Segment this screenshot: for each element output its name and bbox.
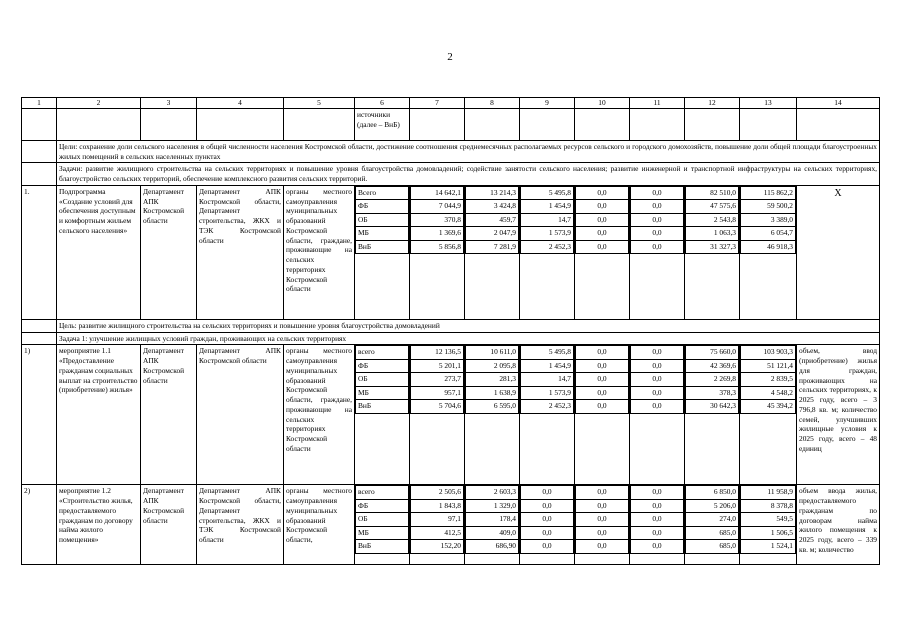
header-cell: 4 xyxy=(197,98,284,109)
amount: 6 595,0 xyxy=(466,400,519,414)
amount: 0,0 xyxy=(631,200,684,214)
amount: 0,0 xyxy=(631,227,684,241)
amount: 115 862,2 xyxy=(741,186,796,200)
amount: 0,0 xyxy=(521,499,574,513)
amount: 0,0 xyxy=(631,213,684,227)
amount: 14 642,1 xyxy=(411,186,464,200)
amount: 178,4 xyxy=(466,513,519,527)
header-cell: 14 xyxy=(797,98,880,109)
source-label: ВнБ xyxy=(356,540,409,554)
amount: 0,0 xyxy=(521,526,574,540)
amount: 7 044,9 xyxy=(411,200,464,214)
amount: 0,0 xyxy=(576,386,629,400)
sources-note: источники (далее – ВнБ) xyxy=(355,108,410,140)
amount: 549,5 xyxy=(741,513,796,527)
header-cell: 9 xyxy=(520,98,575,109)
tasks-text: Задачи: развитие жилищного строительства на сельских территориях и повышение уровня благоустройства домовладений; содействие занятости сельского населения; развитие инженерной и транспортной инфраструктуры на сельских территориях, благоустройство сельских территорий, обеспечение комплексного развития сельских территорий. xyxy=(57,163,880,186)
amount: 11 958,9 xyxy=(741,486,796,500)
amount: 1 063,3 xyxy=(686,227,739,241)
amount: 685,0 xyxy=(686,526,739,540)
co-executors: Департамент АПК Костромской области, Департамент строительства, ЖКХ и ТЭК Костромской области xyxy=(197,185,284,319)
goal-text: Цель: развитие жилищного строительства на сельских территориях и повышение уровня благоустройства домовладений xyxy=(57,319,880,332)
source-label: МБ xyxy=(356,227,409,241)
amount: 0,0 xyxy=(521,486,574,500)
amount: 1 329,0 xyxy=(466,499,519,513)
task-text: Задача 1: улучшение жилищных условий граждан, проживающих на сельских территориях xyxy=(57,332,880,345)
amount: 2 505,6 xyxy=(411,486,464,500)
amount: 12 136,5 xyxy=(411,346,464,360)
amount: 82 510,0 xyxy=(686,186,739,200)
responsible-executor: Департамент АПК Костромской области xyxy=(141,185,197,319)
amount: 1 454,9 xyxy=(521,359,574,373)
header-cell: 7 xyxy=(410,98,465,109)
amount: 412,5 xyxy=(411,526,464,540)
amount-col-7 xyxy=(410,485,465,565)
header-cell: 1 xyxy=(22,98,57,109)
amount-col-8 xyxy=(465,485,520,565)
indicator-text: объем, ввод (приобретение) жилья для граждан, проживающих на сельских территориях, к 2025 году, всего – 3 796,8 кв. м; количество семей, улучшивших жилищные условия к 2025 году, всего – 48 единиц xyxy=(797,345,880,485)
indicator-text: объем ввода жилья, предоставляемого гражданам по договорам найма жилого помещения к 2025 году, всего – 339 кв. м; количество xyxy=(797,485,880,565)
sources-cell xyxy=(355,345,410,485)
amount: 5 495,8 xyxy=(521,346,574,360)
amount: 0,0 xyxy=(631,499,684,513)
amount-col-13 xyxy=(740,185,797,319)
amount-col-10 xyxy=(575,345,630,485)
amount: 273,7 xyxy=(411,373,464,387)
header-cell: 8 xyxy=(465,98,520,109)
amount: 0,0 xyxy=(576,486,629,500)
goal-row xyxy=(22,319,880,332)
participants: органы местного самоуправления муниципальных образований Костромской области, граждане, проживающие на сельских территориях Костромской области xyxy=(284,345,355,485)
source-label: ФБ xyxy=(356,200,409,214)
amount: 5 704,6 xyxy=(411,400,464,414)
amount: 1 369,6 xyxy=(411,227,464,241)
amount-col-12 xyxy=(685,345,740,485)
amount: 0,0 xyxy=(576,346,629,360)
amount: 3 424,8 xyxy=(466,200,519,214)
amount: 5 856,8 xyxy=(411,240,464,254)
amount-col-11 xyxy=(630,485,685,565)
continuation-row xyxy=(22,108,880,140)
amount: 378,3 xyxy=(686,386,739,400)
amount: 0,0 xyxy=(631,386,684,400)
amount: 152,20 xyxy=(411,540,464,554)
amount: 0,0 xyxy=(576,400,629,414)
goals-text: Цели: сохранение доли сельского населения в общей численности населения Костромской области, достижение соотношения среднемесячных располагаемых ресурсов сельского и городского домохозяйств, повышение доли общей площади благоустроенных жилых помещений в сельских населенных пунктах xyxy=(57,140,880,163)
subprogram-row xyxy=(22,185,880,319)
measure-row xyxy=(22,485,880,565)
amount: 0,0 xyxy=(631,373,684,387)
amount: 2 452,3 xyxy=(521,400,574,414)
amount-col-13 xyxy=(740,345,797,485)
measure-row xyxy=(22,345,880,485)
amount: 0,0 xyxy=(521,540,574,554)
amount: 0,0 xyxy=(631,359,684,373)
source-label: МБ xyxy=(356,386,409,400)
amount: 1 843,8 xyxy=(411,499,464,513)
amount: 42 369,6 xyxy=(686,359,739,373)
amount: 274,0 xyxy=(686,513,739,527)
header-cell: 12 xyxy=(685,98,740,109)
amount: 1 524,1 xyxy=(741,540,796,554)
subprogram-name: Подпрограмма «Создание условий для обеспечения доступным и комфортным жильем сельского населения» xyxy=(57,185,141,319)
program-table xyxy=(21,97,880,565)
measure-name: мероприятие 1.2 «Строительство жилья, предоставляемого гражданам по договору найма жилого помещения» xyxy=(57,485,141,565)
amount: 1 573,9 xyxy=(521,227,574,241)
amount: 1 638,9 xyxy=(466,386,519,400)
amount: 2 047,9 xyxy=(466,227,519,241)
amount: 957,1 xyxy=(411,386,464,400)
measure-name: мероприятие 1.1 «Предоставление гражданам социальных выплат на строительство (приобретение) жилья» xyxy=(57,345,141,485)
responsible-executor: Департамент АПК Костромской области xyxy=(141,485,197,565)
amount: 10 611,0 xyxy=(466,346,519,360)
participants: органы местного самоуправления муниципальных образований Костромской области, граждане, проживающие на сельских территориях Костромской области xyxy=(284,185,355,319)
amount: 0,0 xyxy=(576,513,629,527)
amount: 1 454,9 xyxy=(521,200,574,214)
amount: 0,0 xyxy=(631,486,684,500)
amount: 13 214,3 xyxy=(466,186,519,200)
amount: 47 575,6 xyxy=(686,200,739,214)
row-number: 1. xyxy=(22,185,57,319)
source-label: всего xyxy=(356,486,409,500)
amount: 0,0 xyxy=(631,240,684,254)
source-label: всего xyxy=(356,346,409,360)
co-executors: Департамент АПК Костромской области, Департамент строительства, ЖКХ и ТЭК Костромской области xyxy=(197,485,284,565)
amount: 46 918,3 xyxy=(741,240,796,254)
amount: 281,3 xyxy=(466,373,519,387)
amount: 685,0 xyxy=(686,540,739,554)
row-number: 1) xyxy=(22,345,57,485)
amount: 1 573,9 xyxy=(521,386,574,400)
goals-row xyxy=(22,140,880,163)
amount: 0,0 xyxy=(576,240,629,254)
source-label: ВнБ xyxy=(356,240,409,254)
amount: 0,0 xyxy=(631,513,684,527)
participants: органы местного самоуправления муниципальных образований Костромской области, xyxy=(284,485,355,565)
source-label: ФБ xyxy=(356,499,409,513)
source-label: ВнБ xyxy=(356,400,409,414)
amount: 14,7 xyxy=(521,373,574,387)
amount: 370,8 xyxy=(411,213,464,227)
indicator-mark: Х xyxy=(797,185,880,319)
page-number: 2 xyxy=(447,51,453,63)
amount-col-12 xyxy=(685,185,740,319)
tasks-row xyxy=(22,163,880,186)
amount: 97,1 xyxy=(411,513,464,527)
amount: 4 548,2 xyxy=(741,386,796,400)
amount: 59 500,2 xyxy=(741,200,796,214)
amount: 0,0 xyxy=(631,186,684,200)
amount: 0,0 xyxy=(576,540,629,554)
header-cell: 13 xyxy=(740,98,797,109)
amount-col-12 xyxy=(685,485,740,565)
amount: 5 201,1 xyxy=(411,359,464,373)
amount: 8 378,8 xyxy=(741,499,796,513)
amount: 0,0 xyxy=(576,526,629,540)
amount: 2 095,8 xyxy=(466,359,519,373)
amount: 2 269,8 xyxy=(686,373,739,387)
source-label: Всего xyxy=(356,186,409,200)
header-cell: 10 xyxy=(575,98,630,109)
amount: 14,7 xyxy=(521,213,574,227)
header-cell: 11 xyxy=(630,98,685,109)
sources-cell xyxy=(355,185,410,319)
amount-col-8 xyxy=(465,345,520,485)
amount: 1 506,5 xyxy=(741,526,796,540)
amount: 0,0 xyxy=(576,373,629,387)
amount: 6 054,7 xyxy=(741,227,796,241)
amount: 459,7 xyxy=(466,213,519,227)
amount: 2 839,5 xyxy=(741,373,796,387)
header-cell: 5 xyxy=(284,98,355,109)
amount-col-11 xyxy=(630,345,685,485)
amount: 7 281,9 xyxy=(466,240,519,254)
source-label: ОБ xyxy=(356,373,409,387)
source-label: ФБ xyxy=(356,359,409,373)
co-executors: Департамент АПК Костромской области xyxy=(197,345,284,485)
amount-col-9 xyxy=(520,345,575,485)
responsible-executor: Департамент АПК Костромской области xyxy=(141,345,197,485)
amount: 0,0 xyxy=(576,186,629,200)
amount: 5 206,0 xyxy=(686,499,739,513)
amount: 2 603,3 xyxy=(466,486,519,500)
amount: 0,0 xyxy=(631,346,684,360)
task-row xyxy=(22,332,880,345)
amount: 409,0 xyxy=(466,526,519,540)
amount: 45 394,2 xyxy=(741,400,796,414)
header-cell: 3 xyxy=(141,98,197,109)
amount: 0,0 xyxy=(631,400,684,414)
amount: 30 642,3 xyxy=(686,400,739,414)
amount: 686,90 xyxy=(466,540,519,554)
amount: 0,0 xyxy=(576,200,629,214)
amount-col-7 xyxy=(410,185,465,319)
amount-col-11 xyxy=(630,185,685,319)
amount: 2 452,3 xyxy=(521,240,574,254)
amount: 75 660,0 xyxy=(686,346,739,360)
amount-col-7 xyxy=(410,345,465,485)
source-label: ОБ xyxy=(356,213,409,227)
amount: 5 495,8 xyxy=(521,186,574,200)
amount: 0,0 xyxy=(631,540,684,554)
amount-col-8 xyxy=(465,185,520,319)
amount: 0,0 xyxy=(576,227,629,241)
header-row xyxy=(22,98,880,109)
amount: 0,0 xyxy=(576,213,629,227)
source-label: МБ xyxy=(356,526,409,540)
row-number: 2) xyxy=(22,485,57,565)
amount: 3 389,0 xyxy=(741,213,796,227)
amount: 0,0 xyxy=(631,526,684,540)
header-cell: 6 xyxy=(355,98,410,109)
amount-col-9 xyxy=(520,485,575,565)
header-cell: 2 xyxy=(57,98,141,109)
amount: 0,0 xyxy=(521,513,574,527)
amount: 51 121,4 xyxy=(741,359,796,373)
amount: 0,0 xyxy=(576,359,629,373)
amount: 6 850,0 xyxy=(686,486,739,500)
amount: 103 903,3 xyxy=(741,346,796,360)
amount-col-9 xyxy=(520,185,575,319)
amount-col-10 xyxy=(575,185,630,319)
amount: 31 327,3 xyxy=(686,240,739,254)
sources-cell xyxy=(355,485,410,565)
amount: 0,0 xyxy=(576,499,629,513)
source-label: ОБ xyxy=(356,513,409,527)
amount-col-13 xyxy=(740,485,797,565)
amount: 2 543,8 xyxy=(686,213,739,227)
amount-col-10 xyxy=(575,485,630,565)
